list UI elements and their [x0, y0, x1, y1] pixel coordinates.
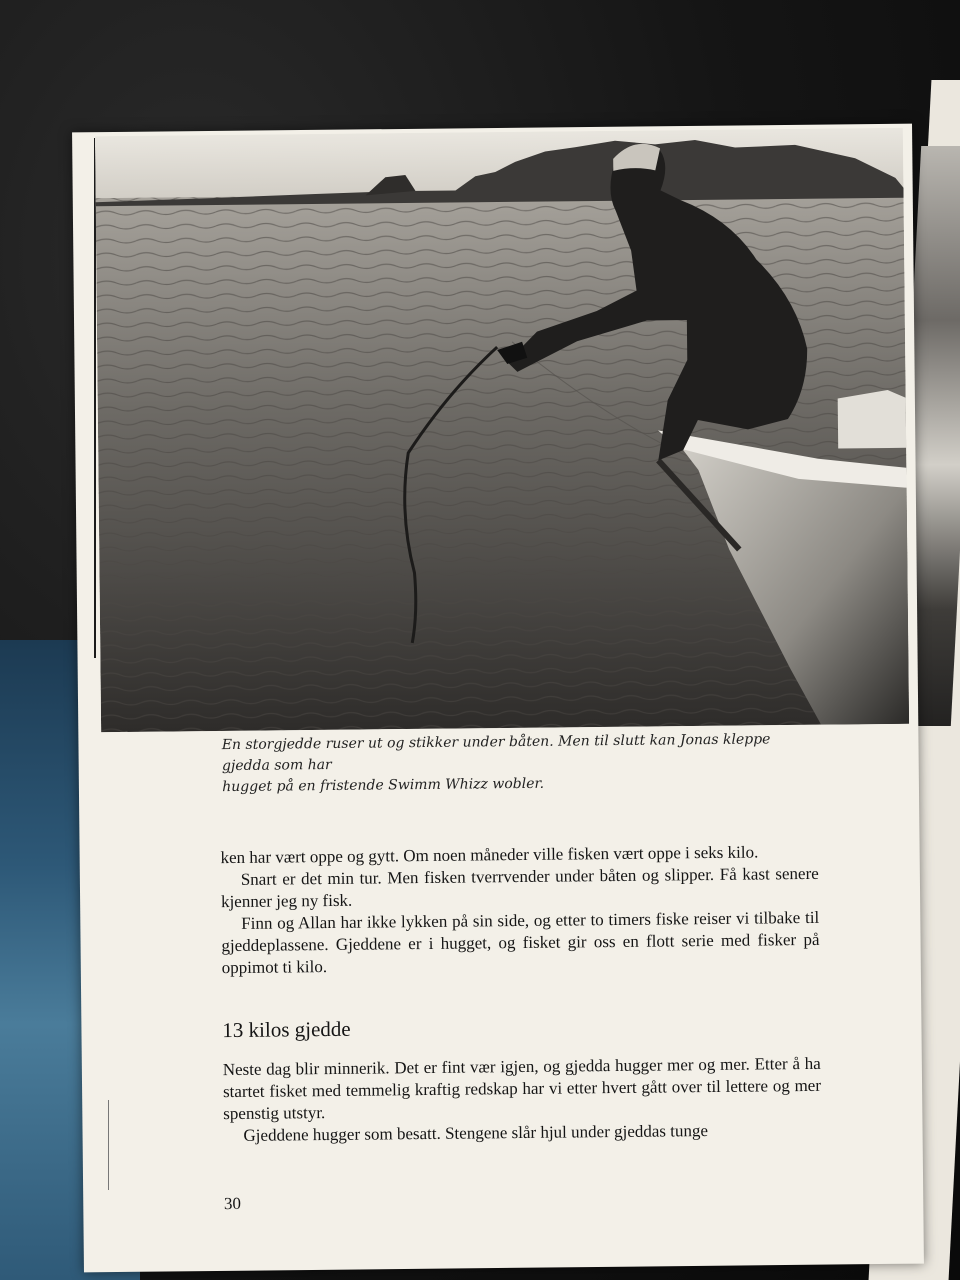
fishing-photo — [95, 128, 909, 732]
caption-line-2: hugget på en fristende Swimm Whizz wobler. — [222, 775, 545, 796]
paragraph-5: Gjeddene hugger som besatt. Stengene slår hjul under gjeddas tunge — [243, 1121, 709, 1145]
caption-line-1: En storgjedde ruser ut og stikker under båten. Men til slutt kan Jonas kleppe gjedda som har — [221, 731, 771, 775]
paragraph-3: Finn og Allan har ikke lykken på sin side, og etter to timers fiske reiser vi tilbake til gjeddeplassene. Gjeddene er i hugget, og fisket gir oss en flott serie med fisker på oppimot ti kilo. — [221, 907, 820, 978]
paragraph-4: Neste dag blir minnerik. Det er fint vær igjen, og gjedda hugger mer og mer. Etter å ha startet fisket med temmelig kraftig redskap har vi etter hvert gått over til lettere og mer spenstig utstyr. — [222, 1053, 822, 1124]
body-text — [220, 841, 821, 1147]
paragraph-2: Snart er det min tur. Men fisken tverrvender under båten og slipper. Få kast senere kjenner jeg ny fisk. — [220, 863, 819, 912]
photo-caption — [222, 729, 823, 798]
section-heading: 13 kilos gjedde — [222, 1016, 351, 1043]
page-number: 30 — [223, 1193, 242, 1214]
paragraph-1: ken har vært oppe og gytt. Om noen måneder ville fisken vært oppe i seks kilo. — [220, 842, 759, 868]
page-fold-line — [108, 1100, 109, 1190]
